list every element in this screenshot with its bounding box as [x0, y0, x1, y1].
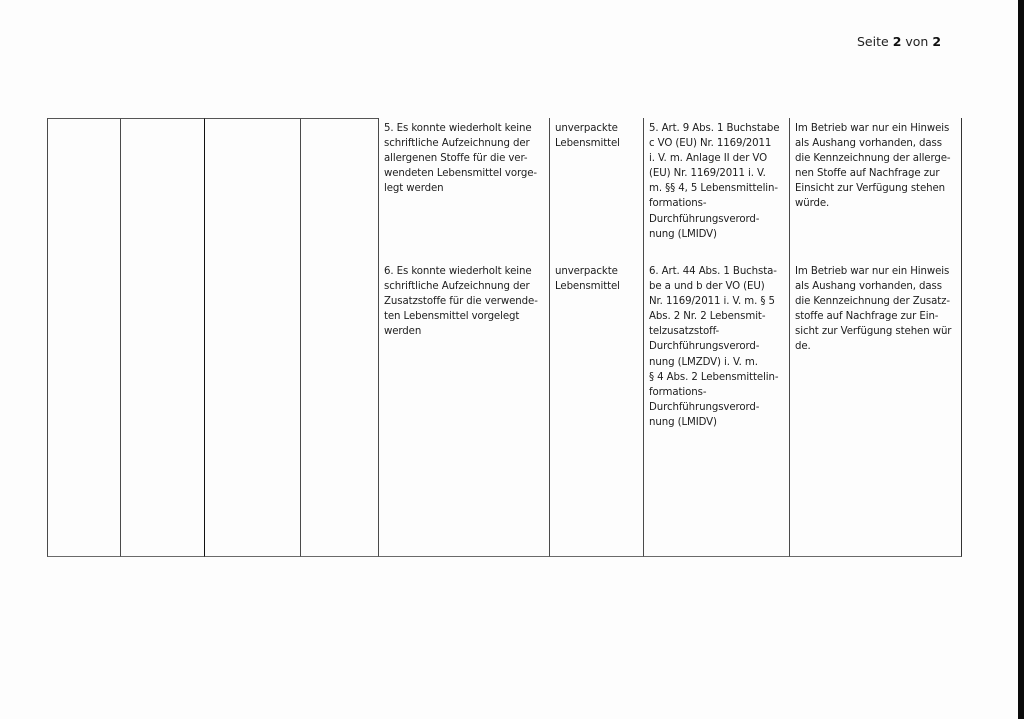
table-cell-remark-row-2: Im Betrieb war nur ein Hinweis als Aushang vorhanden, dass die Kennzeichnung der Zusatz- stoffe auf Nachfrage zur Ein- sicht zur Verfügung stehen wür de.	[795, 266, 952, 353]
page-number-total: 2	[932, 34, 942, 49]
table-cell-product-row-2: unverpackte Lebensmittel	[555, 266, 620, 293]
table-column-product	[549, 118, 643, 557]
table-cell-finding-row-2: 6. Es konnte wiederholt keine schriftliche Aufzeichnung der Zusatzstoffe für die verwende- ten Lebensmittel vorgelegt werden	[384, 266, 538, 338]
page-edge-border	[1018, 0, 1024, 719]
table-cell-legal-basis-row-2: 6. Art. 44 Abs. 1 Buchsta- be a und b der VO (EU) Nr. 1169/2011 i. V. m. § 5 Abs. 2 Nr. 2 Lebensmit- telzusatzstoff- Durchführungsverord- nung (LMZDV) i. V. m. § 4 Abs. 2 Lebensmittelin- formations- Durchführungsverord- nung (LMIDV)	[649, 266, 779, 428]
table-column-legal-basis	[643, 118, 789, 557]
table-column-finding	[378, 118, 549, 557]
table-column-empty-3	[204, 118, 300, 557]
page-number-separator: von	[905, 34, 929, 49]
table-cell-finding-row-1: 5. Es konnte wiederholt keine schriftliche Aufzeichnung der allergenen Stoffe für die ver- wendeten Lebensmittel vorge- legt werden	[384, 123, 537, 195]
table-column-empty-1	[47, 118, 120, 557]
page-number	[857, 34, 941, 49]
table-column-empty-2	[120, 118, 204, 557]
page-number-prefix: Seite	[857, 34, 889, 49]
table-cell-product-row-1: unverpackte Lebensmittel	[555, 123, 620, 150]
table-column-remark	[789, 118, 962, 557]
table-column-empty-4	[300, 118, 378, 557]
table-cell-legal-basis-row-1: 5. Art. 9 Abs. 1 Buchstabe c VO (EU) Nr. 1169/2011 i. V. m. Anlage II der VO (EU) Nr. 1169/2011 i. V. m. §§ 4, 5 Lebensmittelin- formations- Durchführungsverord- nung (LMIDV)	[649, 123, 780, 240]
table-cell-remark-row-1: Im Betrieb war nur ein Hinweis als Aushang vorhanden, dass die Kennzeichnung der allerge- nen Stoffe auf Nachfrage zur Einsicht zur Verfügung stehen würde.	[795, 123, 951, 210]
page-number-current: 2	[892, 34, 902, 49]
